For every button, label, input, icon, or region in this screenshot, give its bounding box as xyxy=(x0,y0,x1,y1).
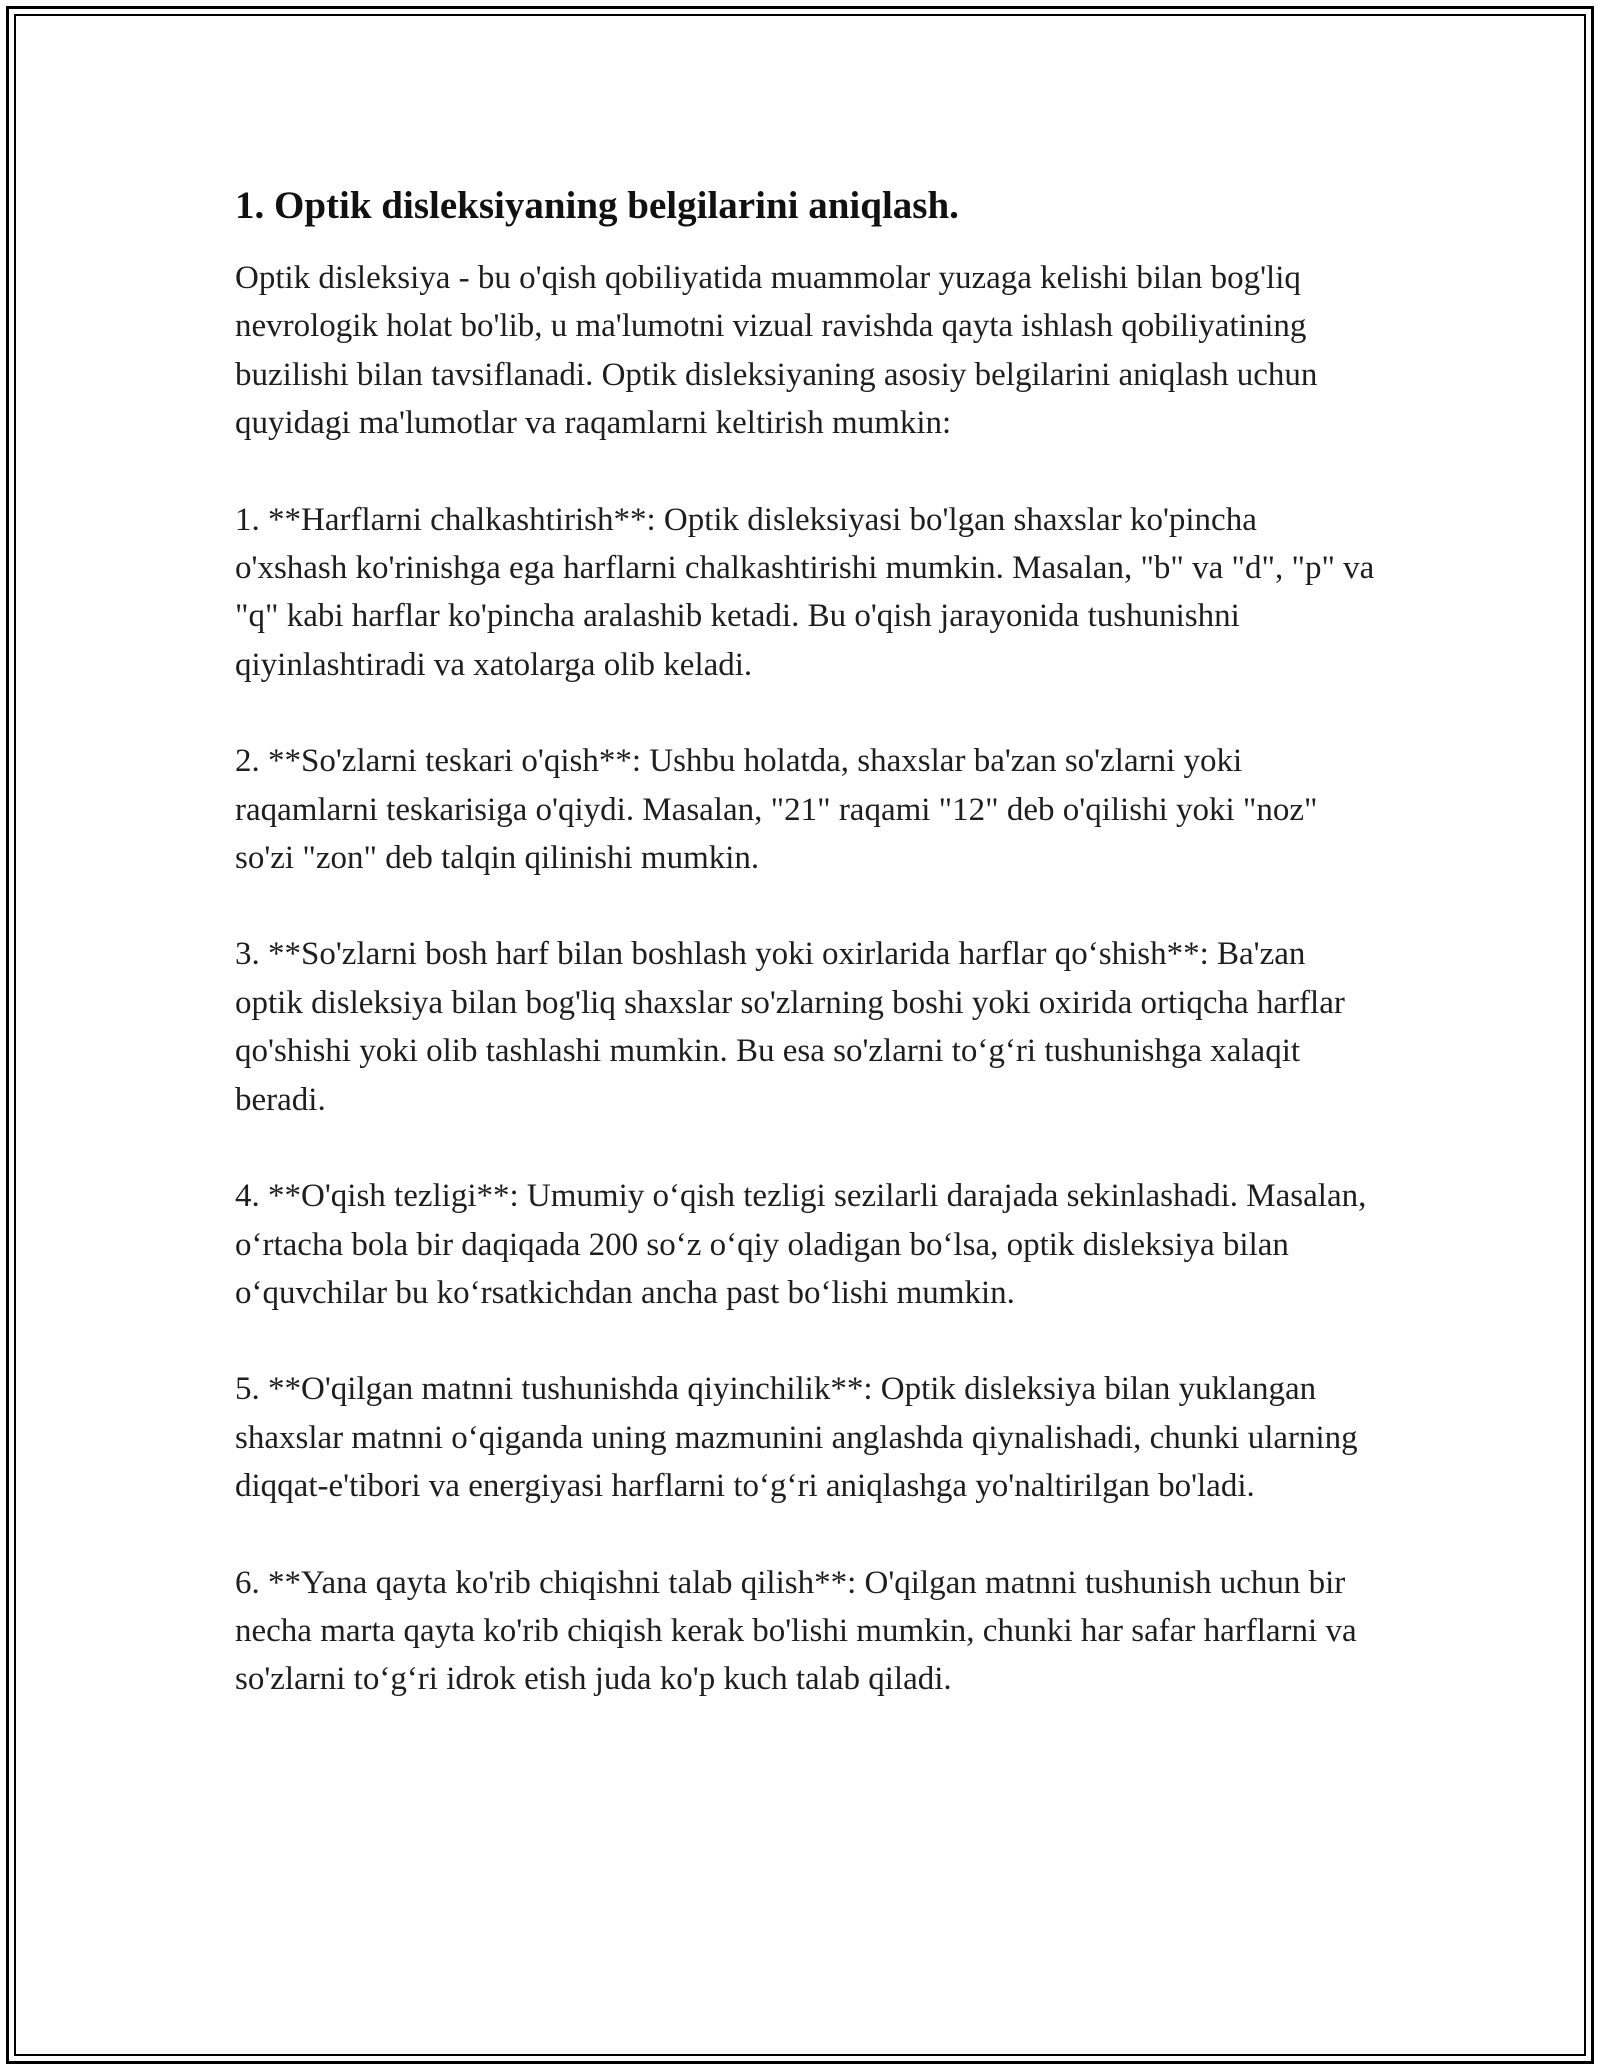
list-item-4: 4. **O'qish tezligi**: Umumiy o‘qish tezligi sezilarli darajada sekinlashadi. Masalan, o‘rtacha bola bir daqiqada 200 so‘z o‘qiy oladigan bo‘lsa, optik disleksiya bilan o‘quvchilar bu ko‘rsatkichdan ancha past bo‘lishi mumkin. xyxy=(235,1178,1367,1311)
paragraph-spacer xyxy=(235,1511,1375,1559)
paragraph-spacer xyxy=(235,1317,1375,1365)
paragraph-spacer xyxy=(235,882,1375,930)
document-title: 1. Optik disleksiyaning belgilarini aniqlash. xyxy=(235,184,959,227)
list-item-3: 3. **So'zlarni bosh harf bilan boshlash yoki oxirlarida harflar qo‘shish**: Ba'zan optik disleksiya bilan bog'liq shaxslar so'zlarning boshi yoki oxirida ortiqcha harflar qo'shishi yoki olib tashlashi mumkin. Bu esa so'zlarni to‘g‘ri tushunishga xalaqit beradi. xyxy=(235,936,1345,1118)
paragraph-spacer xyxy=(235,448,1375,496)
paragraph-spacer xyxy=(235,1124,1375,1172)
list-item-5: 5. **O'qilgan matnni tushunishda qiyinchilik**: Optik disleksiya bilan yuklangan shaxslar matnni o‘qiganda uning mazmunini anglashda qiynalishadi, chunki ularning diqqat-e'tibori va energiyasi harflarni to‘g‘ri aniqlashga yo'naltirilgan bo'ladi. xyxy=(235,1371,1358,1505)
paragraph-spacer xyxy=(235,689,1375,737)
intro-paragraph: Optik disleksiya - bu o'qish qobiliyatida muammolar yuzaga kelishi bilan bog'liq nevrologik holat bo'lib, u ma'lumotni vizual ravishda qayta ishlash qobiliyatining buzilishi bilan tavsiflanadi. Optik disleksiyaning asosiy belgilarini aniqlash uchun quyidagi ma'lumotlar va raqamlarni keltirish mumkin: xyxy=(235,260,1318,442)
list-item-2: 2. **So'zlarni teskari o'qish**: Ushbu holatda, shaxslar ba'zan so'zlarni yoki raqamlarni teskarisiga o'qiydi. Masalan, "21" raqami "12" deb o'qilishi yoki "noz" so'zi "zon" deb talqin qilinishi mumkin. xyxy=(235,743,1318,877)
list-item-6: 6. **Yana qayta ko'rib chiqishni talab qilish**: O'qilgan matnni tushunish uchun bir necha marta qayta ko'rib chiqish kerak bo'lishi mumkin, chunki har safar harflarni va so'zlarni to‘g‘ri idrok etish juda ko'p kuch talab qiladi. xyxy=(235,1564,1357,1698)
document-body xyxy=(235,178,1375,1704)
list-item-1: 1. **Harflarni chalkashtirish**: Optik disleksiyasi bo'lgan shaxslar ko'pincha o'xshash ko'rinishga ega harflarni chalkashtirishi mumkin. Masalan, "b" va "d", "p" va "q" kabi harflar ko'pincha aralashib ketadi. Bu o'qish jarayonida tushunishni qiyinlashtiradi va xatolarga olib keladi. xyxy=(235,501,1375,683)
